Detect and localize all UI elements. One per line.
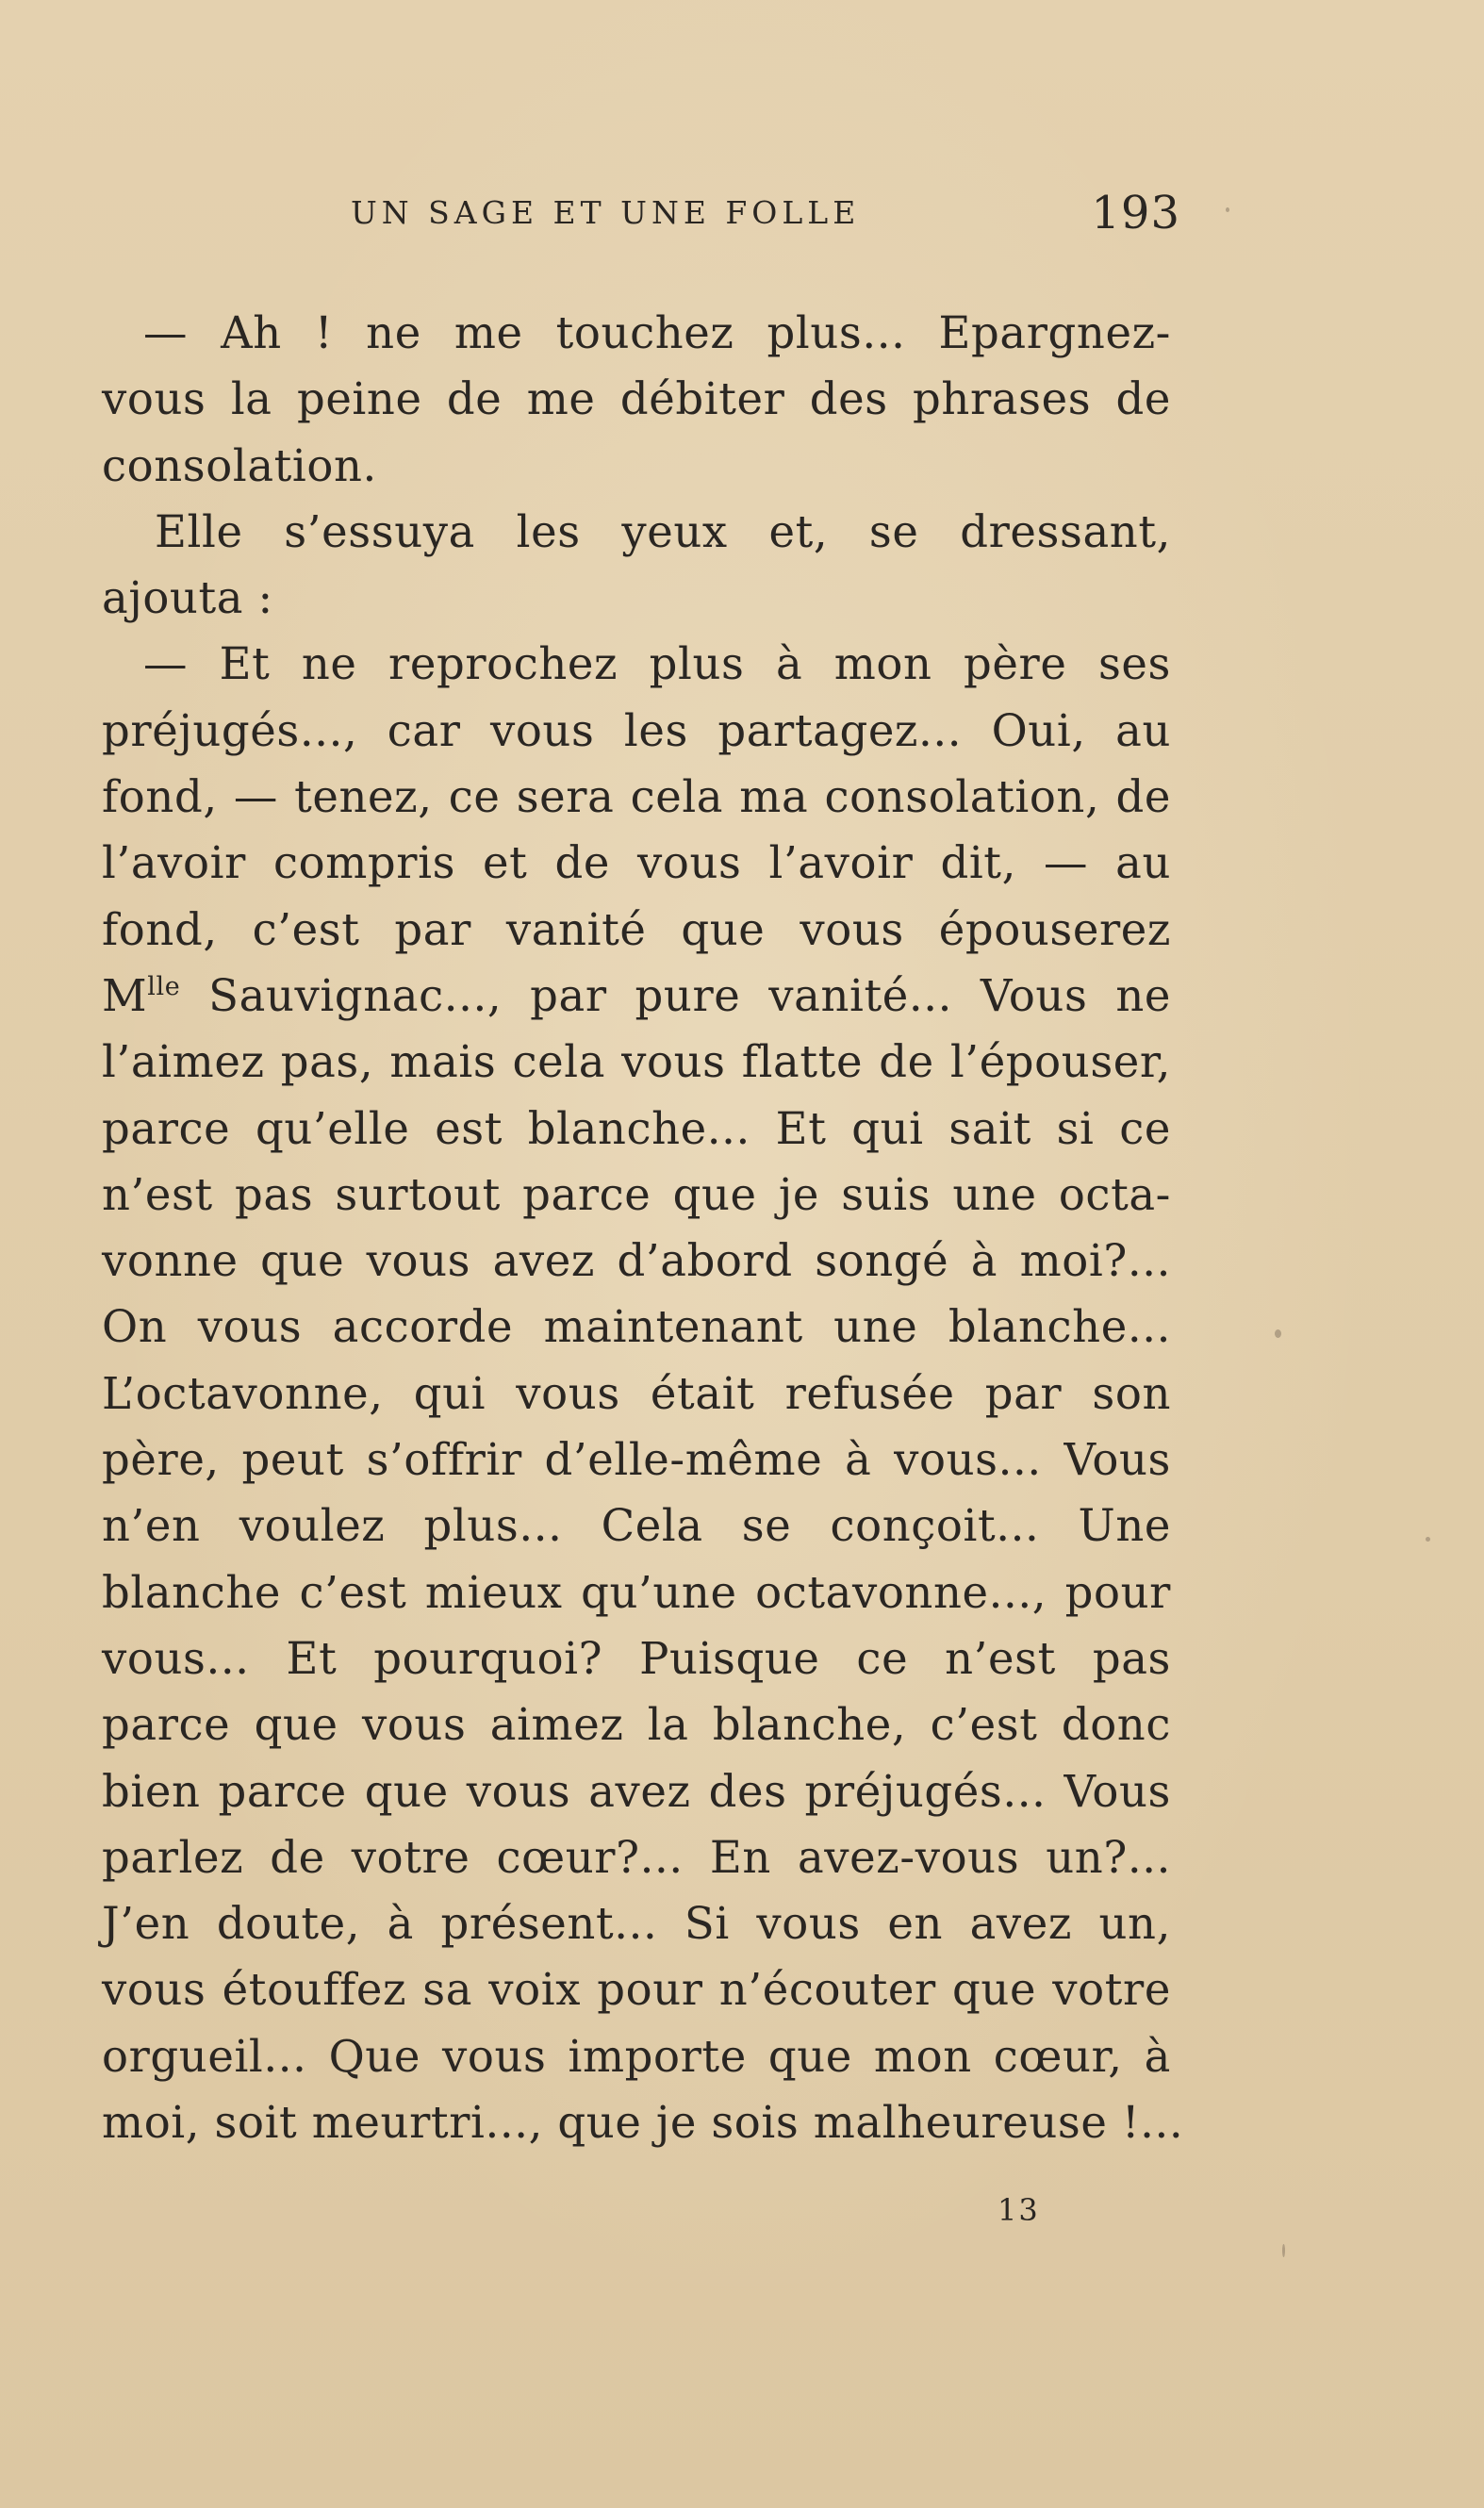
text-line: orgueil... Que vous importe que mon cœur, à [102, 2030, 1171, 2082]
text-line: préjugés..., car vous les partagez... Oui, au [102, 704, 1171, 756]
paper-speck [1226, 207, 1229, 212]
text-line: L’octavonne, qui vous était refusée par son [102, 1367, 1171, 1419]
paper-speck [1426, 1537, 1430, 1542]
mlle-rest: Sauvignac..., par pure vanité... Vous ne [208, 969, 1171, 1021]
text-line: ajouta : [102, 572, 273, 624]
mlle-initial: M [102, 969, 148, 1021]
text-line: Elle s’essuya les yeux et, se dressant, [155, 505, 1171, 557]
text-line: l’avoir compris et de vous l’avoir dit, — au [102, 837, 1171, 889]
signature-mark: 13 [998, 2192, 1040, 2228]
text-line: — Et ne reprochez plus à mon père ses [143, 638, 1171, 690]
running-head [351, 187, 1180, 243]
text-line: fond, c’est par vanité que vous épouserez [102, 903, 1171, 955]
running-title: UN SAGE ET UNE FOLLE [351, 194, 861, 231]
text-line: — Ah ! ne me touchez plus... Epargnez- [143, 307, 1171, 358]
text-line: n’en voulez plus... Cela se conçoit... Une [102, 1500, 1171, 1552]
text-line: père, peut s’offrir d’elle-même à vous... Vous [102, 1434, 1171, 1486]
mlle-superscript: lle [147, 971, 181, 1001]
text-line-mlle [102, 963, 1171, 1029]
text-line: fond, — tenez, ce sera cela ma consolation, de [102, 771, 1171, 823]
text-line: On vous accorde maintenant une blanche... [102, 1301, 1171, 1353]
text-line: vous... Et pourquoi? Puisque ce n’est pas [102, 1632, 1171, 1684]
text-line: bien parce que vous avez des préjugés... Vous [102, 1765, 1171, 1817]
text-line: l’aimez pas, mais cela vous flatte de l’épouser, [102, 1036, 1171, 1088]
text-line: moi, soit meurtri..., que je sois malheureuse !... [102, 2097, 1184, 2149]
text-line: vonne que vous avez d’abord songé à moi?... [102, 1235, 1171, 1287]
text-line: vous étouffez sa voix pour n’écouter que votre [102, 1964, 1171, 2016]
text-line: parlez de votre cœur?... En avez-vous un?... [102, 1831, 1171, 1883]
paper-speck [1282, 2244, 1285, 2257]
text-line: vous la peine de me débiter des phrases de [102, 373, 1171, 425]
text-line: n’est pas surtout parce que je suis une octa- [102, 1168, 1171, 1220]
text-line: parce que vous aimez la blanche, c’est donc [102, 1699, 1171, 1751]
text-line: blanche c’est mieux qu’une octavonne..., pour [102, 1566, 1171, 1618]
text-line: consolation. [102, 439, 377, 491]
text-line: parce qu’elle est blanche... Et qui sait si ce [102, 1102, 1171, 1154]
paper-speck [1275, 1329, 1281, 1338]
body-text [102, 300, 1184, 2155]
text-line: J’en doute, à présent... Si vous en avez un, [102, 1898, 1171, 1950]
page-number: 193 [1091, 187, 1180, 239]
